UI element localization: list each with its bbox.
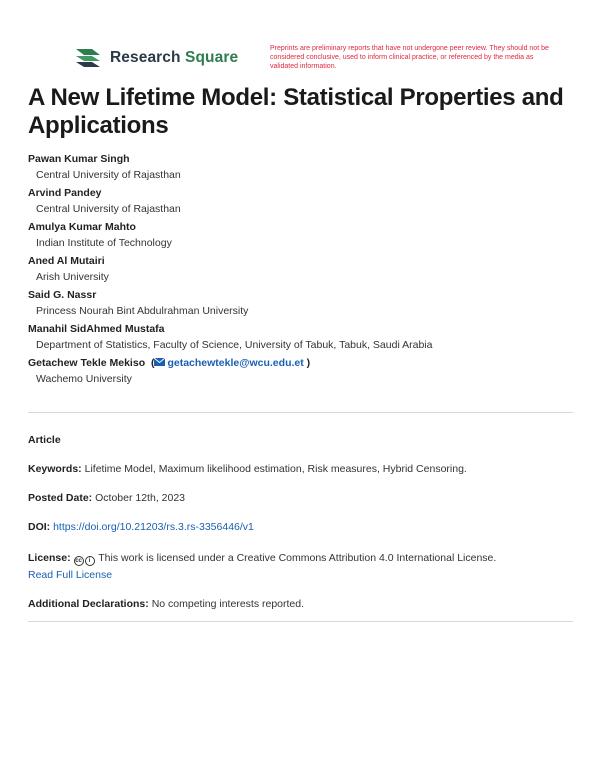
author-affiliation: Indian Institute of Technology: [36, 237, 172, 249]
read-full-license-link[interactable]: Read Full License: [28, 569, 113, 581]
license-row: [28, 550, 573, 584]
posted-date-label: Posted Date:: [28, 492, 93, 504]
creative-commons-icon: cc: [75, 558, 82, 564]
doi-row: [28, 520, 573, 535]
author-affiliation: Wachemo University: [36, 373, 132, 385]
author-affiliation: Central University of Rajasthan: [36, 203, 181, 215]
doi-link[interactable]: https://doi.org/10.21203/rs.3.rs-3356446/v1: [53, 521, 254, 533]
author-email-link[interactable]: getachewtekle@wcu.edu.et: [167, 357, 304, 369]
author-affiliation: Arish University: [36, 271, 109, 283]
author-item: [28, 152, 573, 183]
author-name: Amulya Kumar Mahto: [28, 221, 136, 233]
declarations-label: Additional Declarations:: [28, 598, 149, 610]
author-item: [28, 186, 573, 217]
envelope-icon: [154, 358, 165, 366]
license-text: This work is licensed under a Creative Commons Attribution 4.0 International License.: [98, 552, 497, 564]
declarations-row: [28, 597, 573, 612]
author-name: Manahil SidAhmed Mustafa: [28, 323, 165, 335]
author-list: [28, 152, 573, 390]
paper-title: A New Lifetime Model: Statistical Properties and Applications: [28, 84, 564, 139]
license-label: License:: [28, 552, 71, 564]
preprint-notice: Preprints are preliminary reports that have not undergone peer review. They should not be considered conclusive, used to inform clinical practice, or referenced by the media as validated information.: [270, 45, 549, 70]
author-name: Getachew Tekle Mekiso: [28, 357, 146, 369]
author-item: [28, 356, 573, 387]
author-name: Pawan Kumar Singh: [28, 153, 130, 165]
declarations-value: No competing interests reported.: [151, 598, 305, 610]
research-square-logo[interactable]: [74, 46, 238, 70]
attribution-icon: i: [85, 556, 95, 566]
author-affiliation: Central University of Rajasthan: [36, 169, 181, 181]
corresponding-author: Getachew Tekle Mekiso ( getachewtekle@wcu.edu.et ): [28, 357, 311, 369]
author-item: [28, 254, 573, 285]
logo-text: Research Square: [110, 49, 239, 66]
section-divider: [28, 412, 573, 413]
keywords-value: Lifetime Model, Maximum likelihood estimation, Risk measures, Hybrid Censoring.: [84, 463, 467, 475]
author-item: [28, 288, 573, 319]
research-square-logo-icon: [74, 46, 102, 70]
posted-date-value: October 12th, 2023: [95, 492, 186, 504]
posted-date-row: [28, 491, 573, 506]
article-type: Article: [28, 434, 61, 446]
keywords-row: [28, 462, 573, 477]
section-divider: [28, 621, 573, 622]
author-name: Arvind Pandey: [28, 187, 102, 199]
author-name: Said G. Nassr: [28, 289, 97, 301]
author-item: [28, 322, 573, 353]
keywords-label: Keywords:: [28, 463, 82, 475]
author-affiliation: Princess Nourah Bint Abdulrahman University: [36, 305, 249, 317]
author-affiliation: Department of Statistics, Faculty of Science, University of Tabuk, Tabuk, Saudi Arabia: [36, 339, 433, 351]
page-header: [74, 44, 549, 74]
doi-label: DOI:: [28, 521, 51, 533]
author-item: [28, 220, 573, 251]
author-name: Aned Al Mutairi: [28, 255, 105, 267]
